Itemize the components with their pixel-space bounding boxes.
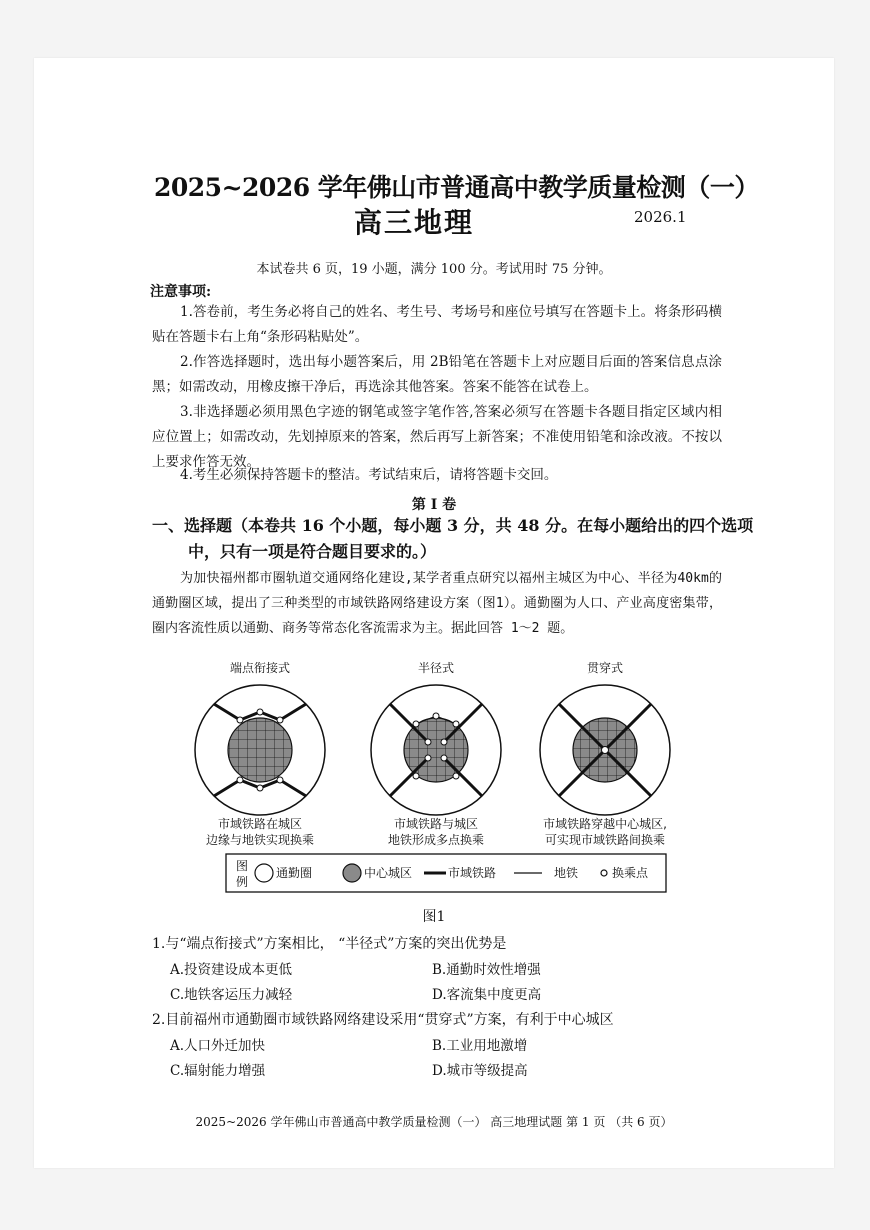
- volume-label: 第 I 卷: [411, 497, 457, 513]
- question-1-option-a: A.投资建设成本更低: [170, 962, 293, 978]
- exam-info: 本试卷共 6 页，19 小题，满分 100 分。考试用时 75 分钟。: [256, 262, 612, 277]
- legend-text: 通勤圈: [276, 866, 313, 880]
- question-2-option-c: C.辐射能力增强: [170, 1063, 266, 1079]
- legend-center-area: [343, 864, 361, 882]
- legend-label: 图: [236, 859, 249, 873]
- legend-text: 中心城区: [364, 866, 413, 880]
- panel-caption: 地铁形成多点换乘: [387, 833, 485, 847]
- note-item: 3.非选择题必须用黑色字迹的钢笔或签字笔作答,答案必须写在答题卡各题目指定区域内相应位置上；如需改动，先划掉原来的答案，然后再写上新答案；不准使用铅笔和涂改液。不按以上要求作答无效。: [152, 404, 722, 470]
- legend-label: 例: [236, 875, 249, 889]
- question-1-option-b: B.通勤时效性增强: [432, 962, 541, 978]
- question-2-option-b: B.工业用地激增: [432, 1038, 528, 1054]
- subject-title: 高三地理: [354, 206, 475, 239]
- panel-endpoint: [195, 660, 325, 847]
- panel-caption: 边缘与地铁实现换乘: [205, 833, 315, 847]
- center-area: [228, 718, 292, 782]
- panel-title: 端点衔接式: [229, 661, 291, 675]
- exam-title: 2025~2026 学年佛山市普通高中教学质量检测（一）: [154, 173, 759, 202]
- question-intro: 为加快福州都市圈轨道交通网络化建设,某学者重点研究以福州主城区为中心、半径为40km的通勤圈区域，提出了三种类型的市域铁路网络建设方案（图1）。通勤圈为人口、产业高度密集带，圈内客流性质以通勤、商务等常态化客流需求为主。据此回答 1～2 题。: [152, 571, 722, 636]
- panel-caption: 可实现市域铁路间换乘: [544, 833, 666, 847]
- question-2-stem: 2.目前福州市通勤圈市域铁路网络建设采用“贯穿式”方案，有利于中心城区: [152, 1012, 614, 1028]
- note-item: 1.答卷前，考生务必将自己的姓名、考生号、考场号和座位号填写在答题卡上。将条形码横贴在答题卡右上角“条形码粘贴处”。: [152, 304, 722, 345]
- notes-heading: 注意事项:: [150, 284, 212, 300]
- legend-text: 地铁: [554, 866, 579, 880]
- panel-radial: [371, 660, 501, 847]
- question-1-option-c: C.地铁客运压力减轻: [170, 987, 293, 1003]
- section-title: 一、选择题（本卷共 16 个小题，每小题 3 分，共 48 分。在每小题给出的四个选项中，只有一项是符合题目要求的。）: [152, 516, 754, 561]
- figure-legend: [226, 854, 666, 892]
- note-item: 4.考生必须保持答题卡的整洁。考试结束后，请将答题卡交回。: [180, 467, 558, 483]
- panel-caption: 市域铁路与城区: [393, 817, 479, 831]
- question-2-option-a: A.人口外迁加快: [170, 1038, 266, 1054]
- legend-transfer: [601, 870, 607, 876]
- panel-title: 贯穿式: [586, 661, 624, 675]
- legend-text: 换乘点: [612, 866, 649, 880]
- legend-text: 市域铁路: [448, 866, 497, 880]
- transfer-points: [602, 747, 609, 754]
- note-item: 2.作答选择题时，选出每小题答案后，用 2B铅笔在答题卡上对应题目后面的答案信息点涂黑；如需改动，用橡皮擦干净后，再选涂其他答案。答案不能答在试卷上。: [152, 354, 722, 395]
- exam-page: [34, 58, 834, 1168]
- figure-caption: 图1: [422, 909, 446, 925]
- question-1-option-d: D.客流集中度更高: [432, 987, 542, 1003]
- exam-date: 2026.1: [634, 208, 687, 226]
- figure-1: [184, 658, 704, 898]
- question-1-stem: 1.与“端点衔接式”方案相比， “半径式”方案的突出优势是: [152, 936, 507, 952]
- panel-through: [540, 660, 670, 847]
- panel-title: 半径式: [417, 661, 455, 675]
- question-2-option-d: D.城市等级提高: [432, 1063, 528, 1079]
- panel-caption: 市域铁路在城区: [217, 817, 303, 831]
- panel-caption: 市域铁路穿越中心城区,: [543, 817, 667, 831]
- legend-commute-circle: [255, 864, 273, 882]
- page-footer: 2025~2026 学年佛山市普通高中教学质量检测（一） 高三地理试题 第 1 页 （共 6 页）: [195, 1115, 673, 1129]
